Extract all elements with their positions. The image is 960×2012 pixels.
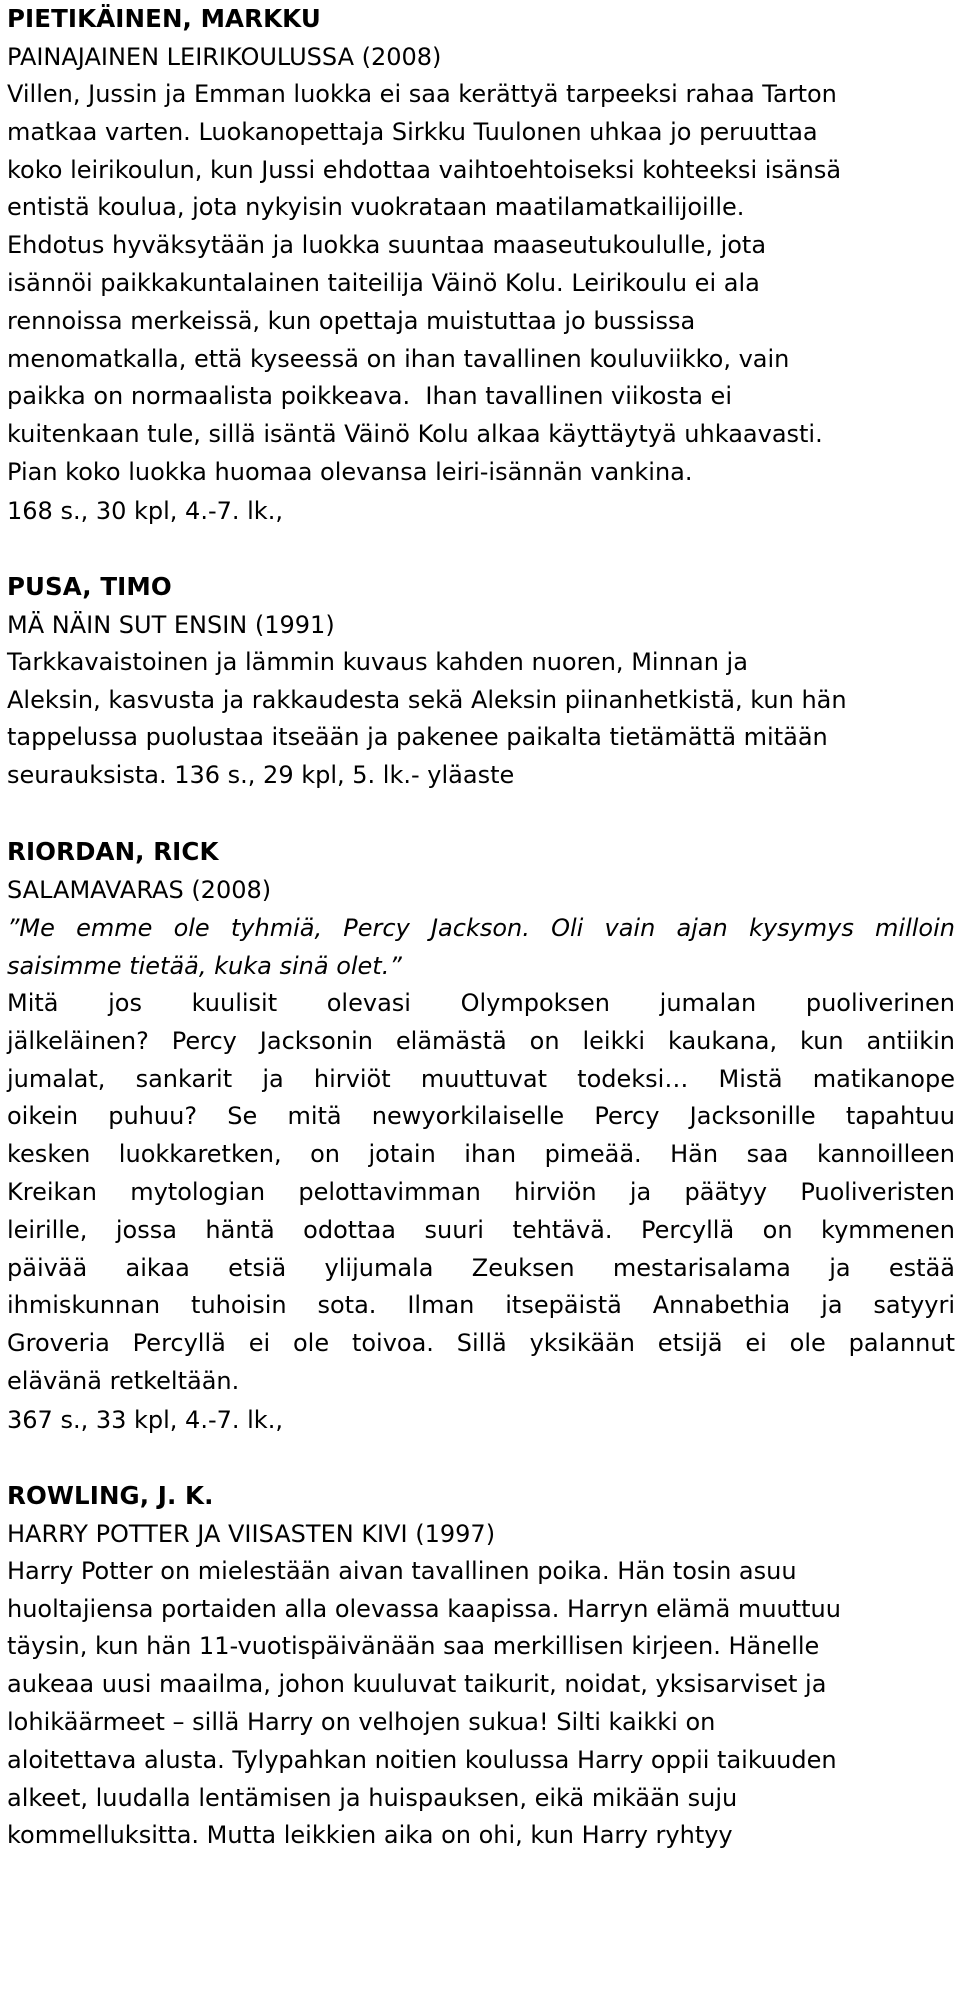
document-page xyxy=(7,0,955,1855)
book-meta: 168 s., 30 kpl, 4.-7. lk., xyxy=(7,496,283,525)
book-title: PAINAJAINEN LEIRIKOULUSSA (2008) xyxy=(7,43,442,71)
description-line: menomatkalla, että kyseessä on ihan tavallinen kouluviikko, vain xyxy=(7,344,790,373)
description-line: rennoissa merkeissä, kun opettaja muistuttaa jo bussissa xyxy=(7,306,696,335)
description-line: ihmiskunnan tuhoisin sota. Ilman itsepäistä Annabethia ja satyyri xyxy=(7,1291,955,1320)
book-description xyxy=(7,1553,955,1855)
description-line: täysin, kun hän 11-vuotispäivänään saa merkillisen kirjeen. Hänelle xyxy=(7,1632,820,1661)
description-line: alkeet, luudalla lentämisen ja huispauksen, eikä mikään suju xyxy=(7,1783,738,1812)
description-line: aloitettava alusta. Tylypahkan noitien koulussa Harry oppii taikuuden xyxy=(7,1745,837,1774)
book-title: MÄ NÄIN SUT ENSIN (1991) xyxy=(7,610,335,639)
book-meta: 367 s., 33 kpl, 4.-7. lk., xyxy=(7,1405,283,1434)
book-description xyxy=(7,644,955,795)
spacer xyxy=(7,530,955,568)
description-line: leirille, jossa häntä odottaa suuri tehtävä. Percyllä on kymmenen xyxy=(7,1215,955,1244)
description-line: Ehdotus hyväksytään ja luokka suuntaa maaseutukoululle, jota xyxy=(7,231,767,260)
book-entry-pusa xyxy=(7,568,955,795)
book-quote xyxy=(7,909,955,985)
description-line: Aleksin, kasvusta ja rakkaudesta sekä Aleksin piinanhetkistä, kun hän xyxy=(7,685,847,714)
description-line: aukeaa uusi maailma, johon kuuluvat taikurit, noidat, yksisarviset ja xyxy=(7,1670,827,1699)
author-name: ROWLING, J. K. xyxy=(7,1480,214,1510)
description-line: kesken luokkaretken, on jotain ihan pimeää. Hän saa kannoilleen xyxy=(7,1140,955,1169)
description-line: elävänä retkeltään. xyxy=(7,1366,240,1395)
author-name: RIORDAN, RICK xyxy=(7,836,219,866)
quote-line: ”Me emme ole tyhmiä, Percy Jackson. Oli vain ajan kysymys milloin xyxy=(7,913,955,942)
spacer xyxy=(7,795,955,833)
description-line: Pian koko luokka huomaa olevansa leiri-isännän vankina. xyxy=(7,457,693,486)
description-line: Groveria Percyllä ei ole toivoa. Sillä yksikään etsijä ei ole palannut xyxy=(7,1329,955,1358)
author-name: PIETIKÄINEN, MARKKU xyxy=(7,4,321,33)
description-line: Villen, Jussin ja Emman luokka ei saa kerättyä tarpeeksi rahaa Tarton xyxy=(7,80,837,108)
description-line: jälkeläinen? Percy Jacksonin elämästä on leikki kaukana, kun antiikin xyxy=(7,1026,955,1055)
description-line: päivää aikaa etsiä ylijumala Zeuksen mestarisalama ja estää xyxy=(7,1253,955,1282)
description-line: oikein puhuu? Se mitä newyorkilaiselle Percy Jacksonille tapahtuu xyxy=(7,1102,955,1131)
description-line: Mitä jos kuulisit olevasi Olympoksen jumalan puoliverinen xyxy=(7,988,955,1017)
description-line: kommelluksitta. Mutta leikkien aika on ohi, kun Harry ryhtyy xyxy=(7,1821,733,1850)
quote-line: saisimme tietää, kuka sinä olet.” xyxy=(7,951,402,980)
description-line: huoltajiensa portaiden alla olevassa kaapissa. Harryn elämä muuttuu xyxy=(7,1594,841,1623)
description-line: matkaa varten. Luokanopettaja Sirkku Tuulonen uhkaa jo peruuttaa xyxy=(7,117,818,146)
book-entry-rowling xyxy=(7,1477,955,1855)
description-line: koko leirikoulun, kun Jussi ehdottaa vaihtoehtoiseksi kohteeksi isänsä xyxy=(7,155,842,184)
description-line: seurauksista. 136 s., 29 kpl, 5. lk.- yläaste xyxy=(7,761,515,790)
description-line: jumalat, sankarit ja hirviöt muuttuvat todeksi… Mistä matikanope xyxy=(7,1064,955,1093)
description-line: lohikäärmeet – sillä Harry on velhojen sukua! Silti kaikki on xyxy=(7,1707,716,1736)
description-line: tappelussa puolustaa itseään ja pakenee paikalta tietämättä mitään xyxy=(7,723,828,752)
author-name: PUSA, TIMO xyxy=(7,571,172,601)
book-title: SALAMAVARAS (2008) xyxy=(7,875,272,904)
spacer xyxy=(7,1439,955,1477)
book-entry-pietikainen xyxy=(7,0,955,530)
description-line: isännöi paikkakuntalainen taiteilija Väinö Kolu. Leirikoulu ei ala xyxy=(7,268,760,297)
description-line: Harry Potter on mielestään aivan tavallinen poika. Hän tosin asuu xyxy=(7,1556,797,1585)
book-title: HARRY POTTER JA VIISASTEN KIVI (1997) xyxy=(7,1519,496,1548)
book-description xyxy=(7,76,955,492)
description-line: Kreikan mytologian pelottavimman hirviön ja päätyy Puoliveristen xyxy=(7,1177,955,1206)
description-line: paikka on normaalista poikkeava. Ihan tavallinen viikosta ei xyxy=(7,382,732,411)
description-line: Tarkkavaistoinen ja lämmin kuvaus kahden nuoren, Minnan ja xyxy=(7,647,748,676)
description-line: kuitenkaan tule, sillä isäntä Väinö Kolu alkaa käyttäytyä uhkaavasti. xyxy=(7,420,823,449)
book-description xyxy=(7,985,955,1401)
description-line: entistä koulua, jota nykyisin vuokrataan maatilamatkailijoille. xyxy=(7,193,745,222)
book-entry-riordan xyxy=(7,833,955,1439)
